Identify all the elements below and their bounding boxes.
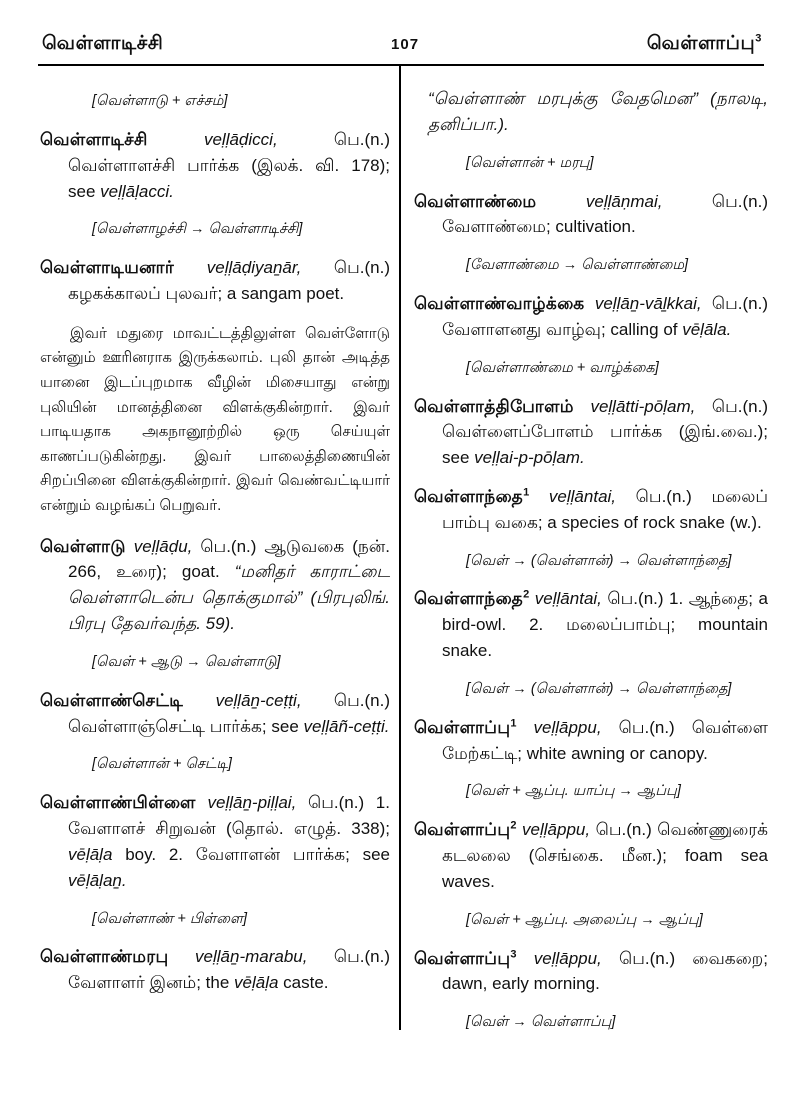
headword: வெள்ளாந்தை (414, 486, 524, 506)
dictionary-entry (414, 586, 768, 663)
italic-text: veḷḷāṉ-vāḻkkai, (594, 294, 702, 313)
dictionary-entry (414, 715, 768, 767)
etymology-note (466, 154, 768, 173)
plain-text (169, 947, 195, 966)
plain-text: பெ.(n.) வேளாளனது வாழ்வு; calling of (442, 294, 768, 339)
italic-text: [வெள்ளான் + மரபு] (466, 154, 594, 171)
dictionary-entry (414, 946, 768, 998)
dictionary-entry (40, 534, 390, 637)
etymology-note (92, 92, 390, 111)
plain-text: பெ.(n.) வெள்ளாளச்சி பார்க்க (இலக். வி. 178); see (68, 129, 390, 201)
homograph-number: 2 (523, 588, 530, 601)
plain-text: இவர் மதுரை மாவட்டத்திலுள்ள வெள்ளோடு என்னும் ஊரினராக இருக்கலாம். புலி தான் அடித்த யானை இடப்புறமாக வீழின் மிசையாது என்று புலியின் மானத்தினை விளக்குகின்றார். இவர் பாடியதாக அகநானூற்றில் ஒரு செய்யுள் காணப்படுகின்றது. இவர் பாலைத்திணையின் சிறப்பினை விளக்குகின்றார். இவர் வெண்வட்டியார் என்றும் வழங்கப் பெறுவர். (40, 324, 390, 514)
italic-text: veḷḷāntai, (534, 589, 602, 609)
headword: வெள்ளாடியனார் (40, 258, 175, 278)
italic-text: veḷḷāḍicci, (203, 129, 278, 149)
headword: வெள்ளாந்தை (414, 589, 524, 609)
italic-text: [வெள் + ஆப்பு. யாப்பு → ஆப்பு] (466, 783, 681, 800)
plain-text (148, 130, 204, 149)
italic-text: veḷḷāppu, (522, 820, 591, 840)
etymology-note (92, 653, 390, 672)
plain-text: பெ.(n.) வெள்ளைப்போளம் பார்க்க (இங்.வை.); see (442, 396, 768, 468)
italic-text: [வெள் → (வெள்ளான்) → வெள்ளாந்தை] (466, 680, 732, 697)
italic-text: veḷḷāṉ-piḷḷai, (207, 793, 297, 813)
plain-text: பெ.(n.) ஆடுவகை (நன். 266, உரை); goat. (68, 536, 390, 582)
plain-text (126, 537, 134, 556)
italic-text: veḷḷāṉ-marabu, (195, 947, 308, 967)
plain-text (574, 397, 591, 416)
dictionary-entry (40, 127, 390, 204)
plain-text: பெ.(n.) கழகக்காலப் புலவர்; a sangam poet. (68, 258, 390, 303)
homograph-number: 1 (510, 717, 517, 730)
etymology-note (92, 910, 390, 929)
plain-text: boy. 2. வேளாளன் பார்க்க; see (112, 844, 390, 864)
italic-text: vēḷāḷaṉ. (68, 870, 127, 890)
plain-text (183, 691, 215, 710)
plain-text (585, 294, 595, 313)
headword: வெள்ளாப்பு (414, 820, 511, 840)
italic-text: vēḷāḷa (68, 844, 113, 864)
homograph-number: 2 (510, 819, 517, 832)
etymology-note (466, 911, 768, 930)
headword: வெள்ளாண்மை (414, 191, 537, 211)
italic-text: veḷḷāḷacci. (100, 181, 174, 201)
right-column (414, 76, 768, 1048)
column-gutter (390, 76, 414, 1048)
commentary-paragraph (40, 322, 390, 519)
italic-text: “வெள்ளாண் மரபுக்கு வேதமென” (நாலடி, தனிப்பா.). (428, 89, 768, 134)
etymology-note (466, 680, 768, 699)
italic-text: veḷḷāḍiyaṉār, (206, 258, 302, 278)
etymology-note (466, 552, 768, 571)
etymology-note (466, 782, 768, 801)
running-head-left: வெள்ளாடிச்சி (42, 33, 164, 54)
italic-text: veḷḷāṇmai, (585, 191, 663, 211)
headword: வெள்ளாப்பு (414, 717, 511, 737)
running-head-right (647, 33, 762, 57)
italic-text: vēḷāla. (682, 319, 732, 339)
header-rule (38, 64, 764, 66)
headword: வெள்ளாண்வாழ்க்கை (414, 294, 585, 313)
running-head-superscript: 3 (755, 32, 762, 45)
dictionary-entry (414, 817, 768, 894)
italic-text: “மனிதர் காராட்டை வெள்ளாடென்ப தொக்குமால்” (பிரபுலிங். பிரபு தேவர்வந்த. 59). (68, 562, 390, 634)
plain-text (196, 793, 208, 812)
italic-text: veḷḷāppu, (533, 717, 602, 737)
plain-text (517, 718, 534, 737)
italic-text: veḷḷāḍu, (133, 536, 193, 556)
italic-text: [வெள் → வெள்ளாப்பு] (466, 1014, 616, 1031)
plain-text: பெ.(n.) வைகறை; dawn, early morning. (442, 948, 768, 994)
plain-text: பெ.(n.) வேளாண்மை; cultivation. (442, 191, 768, 237)
etymology-note (466, 359, 768, 378)
plain-text (174, 258, 207, 277)
plain-text (529, 487, 549, 506)
italic-text: [வெள்ளாடு + எச்சம்] (92, 93, 228, 109)
italic-text: [வெள்ளாழச்சி → வெள்ளாடிச்சி] (92, 221, 303, 238)
plain-text: பெ.(n.) வெள்ளை மேற்கட்டி; white awning or canopy. (442, 717, 768, 763)
italic-text: [வேளாண்மை → வெள்ளாண்மை] (466, 257, 689, 274)
plain-text: பெ.(n.) மலைப் பாம்பு வகை; a species of rock snake (w.). (442, 486, 768, 532)
page-header (42, 33, 762, 57)
italic-text: [வெள்ளாண்மை + வாழ்க்கை] (466, 359, 659, 376)
italic-text: [வெள்ளாண் + பிள்ளை] (92, 910, 248, 927)
dictionary-entry (414, 189, 768, 241)
plain-text: caste. (278, 973, 329, 993)
italic-text: veḷḷāñ-ceṭṭi. (303, 716, 390, 736)
italic-text: [வெள்ளான் + செட்டி] (92, 756, 232, 773)
headword: வெள்ளாண்செட்டி (40, 690, 184, 710)
dictionary-entry (414, 394, 768, 471)
headword: வெள்ளாப்பு (414, 948, 511, 968)
italic-text: vēḷāḷa (234, 973, 279, 993)
dictionary-entry (40, 255, 390, 307)
plain-text: பெ.(n.) வெள்ளாஞ்செட்டி பார்க்க; see (68, 690, 390, 736)
italic-text: veḷḷāntai, (548, 486, 617, 506)
headword: வெள்ளாடு (40, 536, 126, 556)
plain-text (536, 192, 585, 211)
text-columns (40, 76, 768, 1048)
italic-text: veḷḷāṉ-ceṭṭi, (215, 690, 302, 710)
dictionary-entry (40, 790, 390, 893)
quote-continuation (414, 86, 768, 138)
plain-text (517, 949, 534, 968)
etymology-note (466, 256, 768, 275)
italic-text: veḷḷāppu, (533, 948, 602, 968)
etymology-note (92, 755, 390, 774)
plain-text: பெ.(n.) வேளாளர் இனம்; the (68, 947, 390, 993)
plain-text: பெ.(n.) வெண்ணுரைக் கடலலை (செங்கை. மீன.); foam sea waves. (442, 820, 768, 891)
italic-text: veḷḷātti-pōḷam, (590, 396, 696, 416)
italic-text: [வெள் + ஆப்பு. அலைப்பு → ஆப்பு] (466, 911, 703, 928)
headword: வெள்ளாண்மரபு (40, 947, 169, 967)
italic-text: [வெள் → (வெள்ளான்) → வெள்ளாந்தை] (466, 552, 732, 569)
page-number: 107 (391, 36, 420, 53)
dictionary-entry (414, 484, 768, 536)
dictionary-entry (414, 291, 768, 343)
headword: வெள்ளாடிச்சி (40, 129, 148, 149)
plain-text: பெ.(n.) 1. ஆந்தை; a bird-owl. 2. மலைப்பாம்பு; mountain snake. (442, 589, 769, 661)
left-column (40, 76, 390, 1048)
etymology-note (466, 1013, 768, 1032)
dictionary-entry (40, 688, 390, 740)
italic-text: veḷḷai-p-pōḷam. (474, 448, 585, 468)
homograph-number: 1 (523, 486, 530, 499)
plain-text: பெ.(n.) 1. வேளாளச் சிறுவன் (தொல். எழுத். 338); (68, 793, 390, 839)
running-head-right-word: வெள்ளாப்பு (646, 33, 756, 54)
homograph-number: 3 (510, 947, 517, 960)
headword: வெள்ளாத்திபோளம் (414, 396, 574, 416)
italic-text: [வெள் + ஆடு → வெள்ளாடு] (92, 653, 281, 670)
headword: வெள்ளாண்பிள்ளை (40, 793, 196, 813)
dictionary-entry (40, 944, 390, 996)
etymology-note (92, 220, 390, 239)
